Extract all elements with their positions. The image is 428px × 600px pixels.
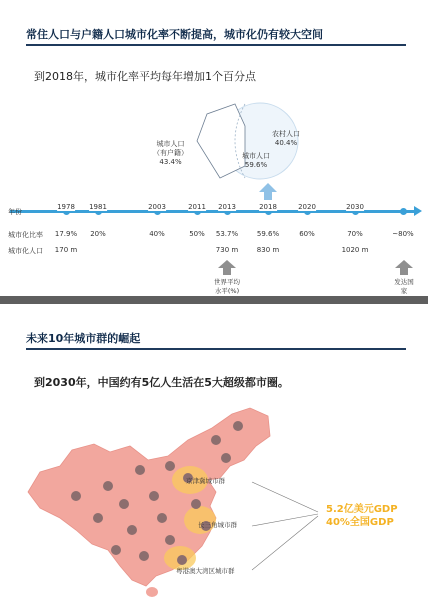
- city-dot: [71, 491, 81, 501]
- city-dot: [157, 513, 167, 523]
- gdp-value: 5.2亿美元GDP: [326, 504, 398, 515]
- pie-label-rural: 农村人口 40.4%: [272, 130, 300, 147]
- city-dot: [127, 525, 137, 535]
- pie-label-registered: 城市人口 （有户籍） 43.4%: [153, 140, 188, 166]
- cluster-label-yangtze: 长三角城市群: [198, 521, 237, 529]
- world-average-arrow-stem: [223, 268, 231, 275]
- cluster-label-jingjinji: 京津冀城市群: [186, 477, 225, 485]
- panel2-title-rule: [26, 348, 406, 350]
- timeline-year: 2011: [188, 203, 206, 211]
- timeline-rate: 60%: [299, 230, 315, 238]
- city-dot: [233, 421, 243, 431]
- city-cluster-panel: [0, 304, 428, 600]
- note-world-average: 世界平均 水平(%): [214, 278, 240, 295]
- cluster-connectors: [252, 482, 318, 570]
- timeline-rate: 20%: [90, 230, 106, 238]
- hainan-island: [146, 587, 158, 597]
- timeline-dot: [400, 208, 407, 215]
- row-label-rate: 城市化比率: [8, 231, 43, 239]
- arrow-up-icon: [259, 183, 277, 192]
- row-label-pop: 城市化人口: [8, 247, 43, 255]
- world-average-arrow-icon: [218, 260, 236, 268]
- city-dot: [111, 545, 121, 555]
- developed-arrow-stem: [400, 268, 408, 275]
- panel2-subtitle: 到2030年，中国约有5亿人生活在5大超级都市圈。: [34, 376, 289, 389]
- pie-label-urban: 城市人口 59.6%: [242, 152, 270, 169]
- city-dot: [165, 461, 175, 471]
- timeline-rate: 53.7%: [215, 230, 239, 238]
- panel1-subtitle: 到2018年，城市化率平均每年增加1个百分点: [34, 70, 256, 83]
- urbanization-panel: [0, 0, 428, 296]
- timeline-year: 2013: [218, 203, 236, 211]
- timeline-population: 1020 m: [341, 246, 369, 254]
- timeline-year: 2030: [346, 203, 364, 211]
- china-mainland: [28, 408, 270, 586]
- city-dot: [211, 435, 221, 445]
- note-developed: 发达国家: [394, 278, 414, 295]
- panel1-title-rule: [26, 44, 406, 46]
- cluster-label-gba: 粤港澳大湾区城市群: [176, 567, 235, 575]
- gdp-share: 40%全国GDP: [326, 517, 394, 528]
- panel2-title: 未来10年城市群的崛起: [26, 332, 141, 345]
- city-dot: [177, 555, 187, 565]
- city-dot: [165, 535, 175, 545]
- timeline-rate: 50%: [189, 230, 205, 238]
- timeline-population: 170 m: [54, 246, 78, 254]
- city-dot: [93, 513, 103, 523]
- timeline-population: 730 m: [215, 246, 239, 254]
- row-label-year: 年份: [8, 208, 22, 216]
- panel1-title: 常住人口与户籍人口城市化率不断提高，城市化仍有较大空间: [26, 28, 323, 41]
- timeline-population: 830 m: [256, 246, 280, 254]
- city-dot: [103, 481, 113, 491]
- city-dot: [119, 499, 129, 509]
- timeline-year: 1981: [89, 203, 107, 211]
- timeline-rate: 70%: [347, 230, 363, 238]
- timeline-rate: 17.9%: [54, 230, 78, 238]
- timeline-year: 2018: [259, 203, 277, 211]
- city-dot: [149, 491, 159, 501]
- timeline-rate: 40%: [149, 230, 165, 238]
- city-dot: [221, 453, 231, 463]
- timeline-year: 1978: [57, 203, 75, 211]
- timeline-rate: 59.6%: [256, 230, 280, 238]
- connector-line: [252, 482, 318, 512]
- city-dot: [139, 551, 149, 561]
- city-dot: [135, 465, 145, 475]
- timeline-year: 2003: [148, 203, 166, 211]
- city-dot: [191, 499, 201, 509]
- timeline-rate: ~80%: [392, 230, 414, 238]
- pie-segment-registered: [197, 104, 245, 178]
- china-map: [20, 400, 320, 600]
- panel-separator: [0, 296, 428, 304]
- timeline-year: 2020: [298, 203, 316, 211]
- arrow-stem: [264, 192, 272, 200]
- developed-arrow-icon: [395, 260, 413, 268]
